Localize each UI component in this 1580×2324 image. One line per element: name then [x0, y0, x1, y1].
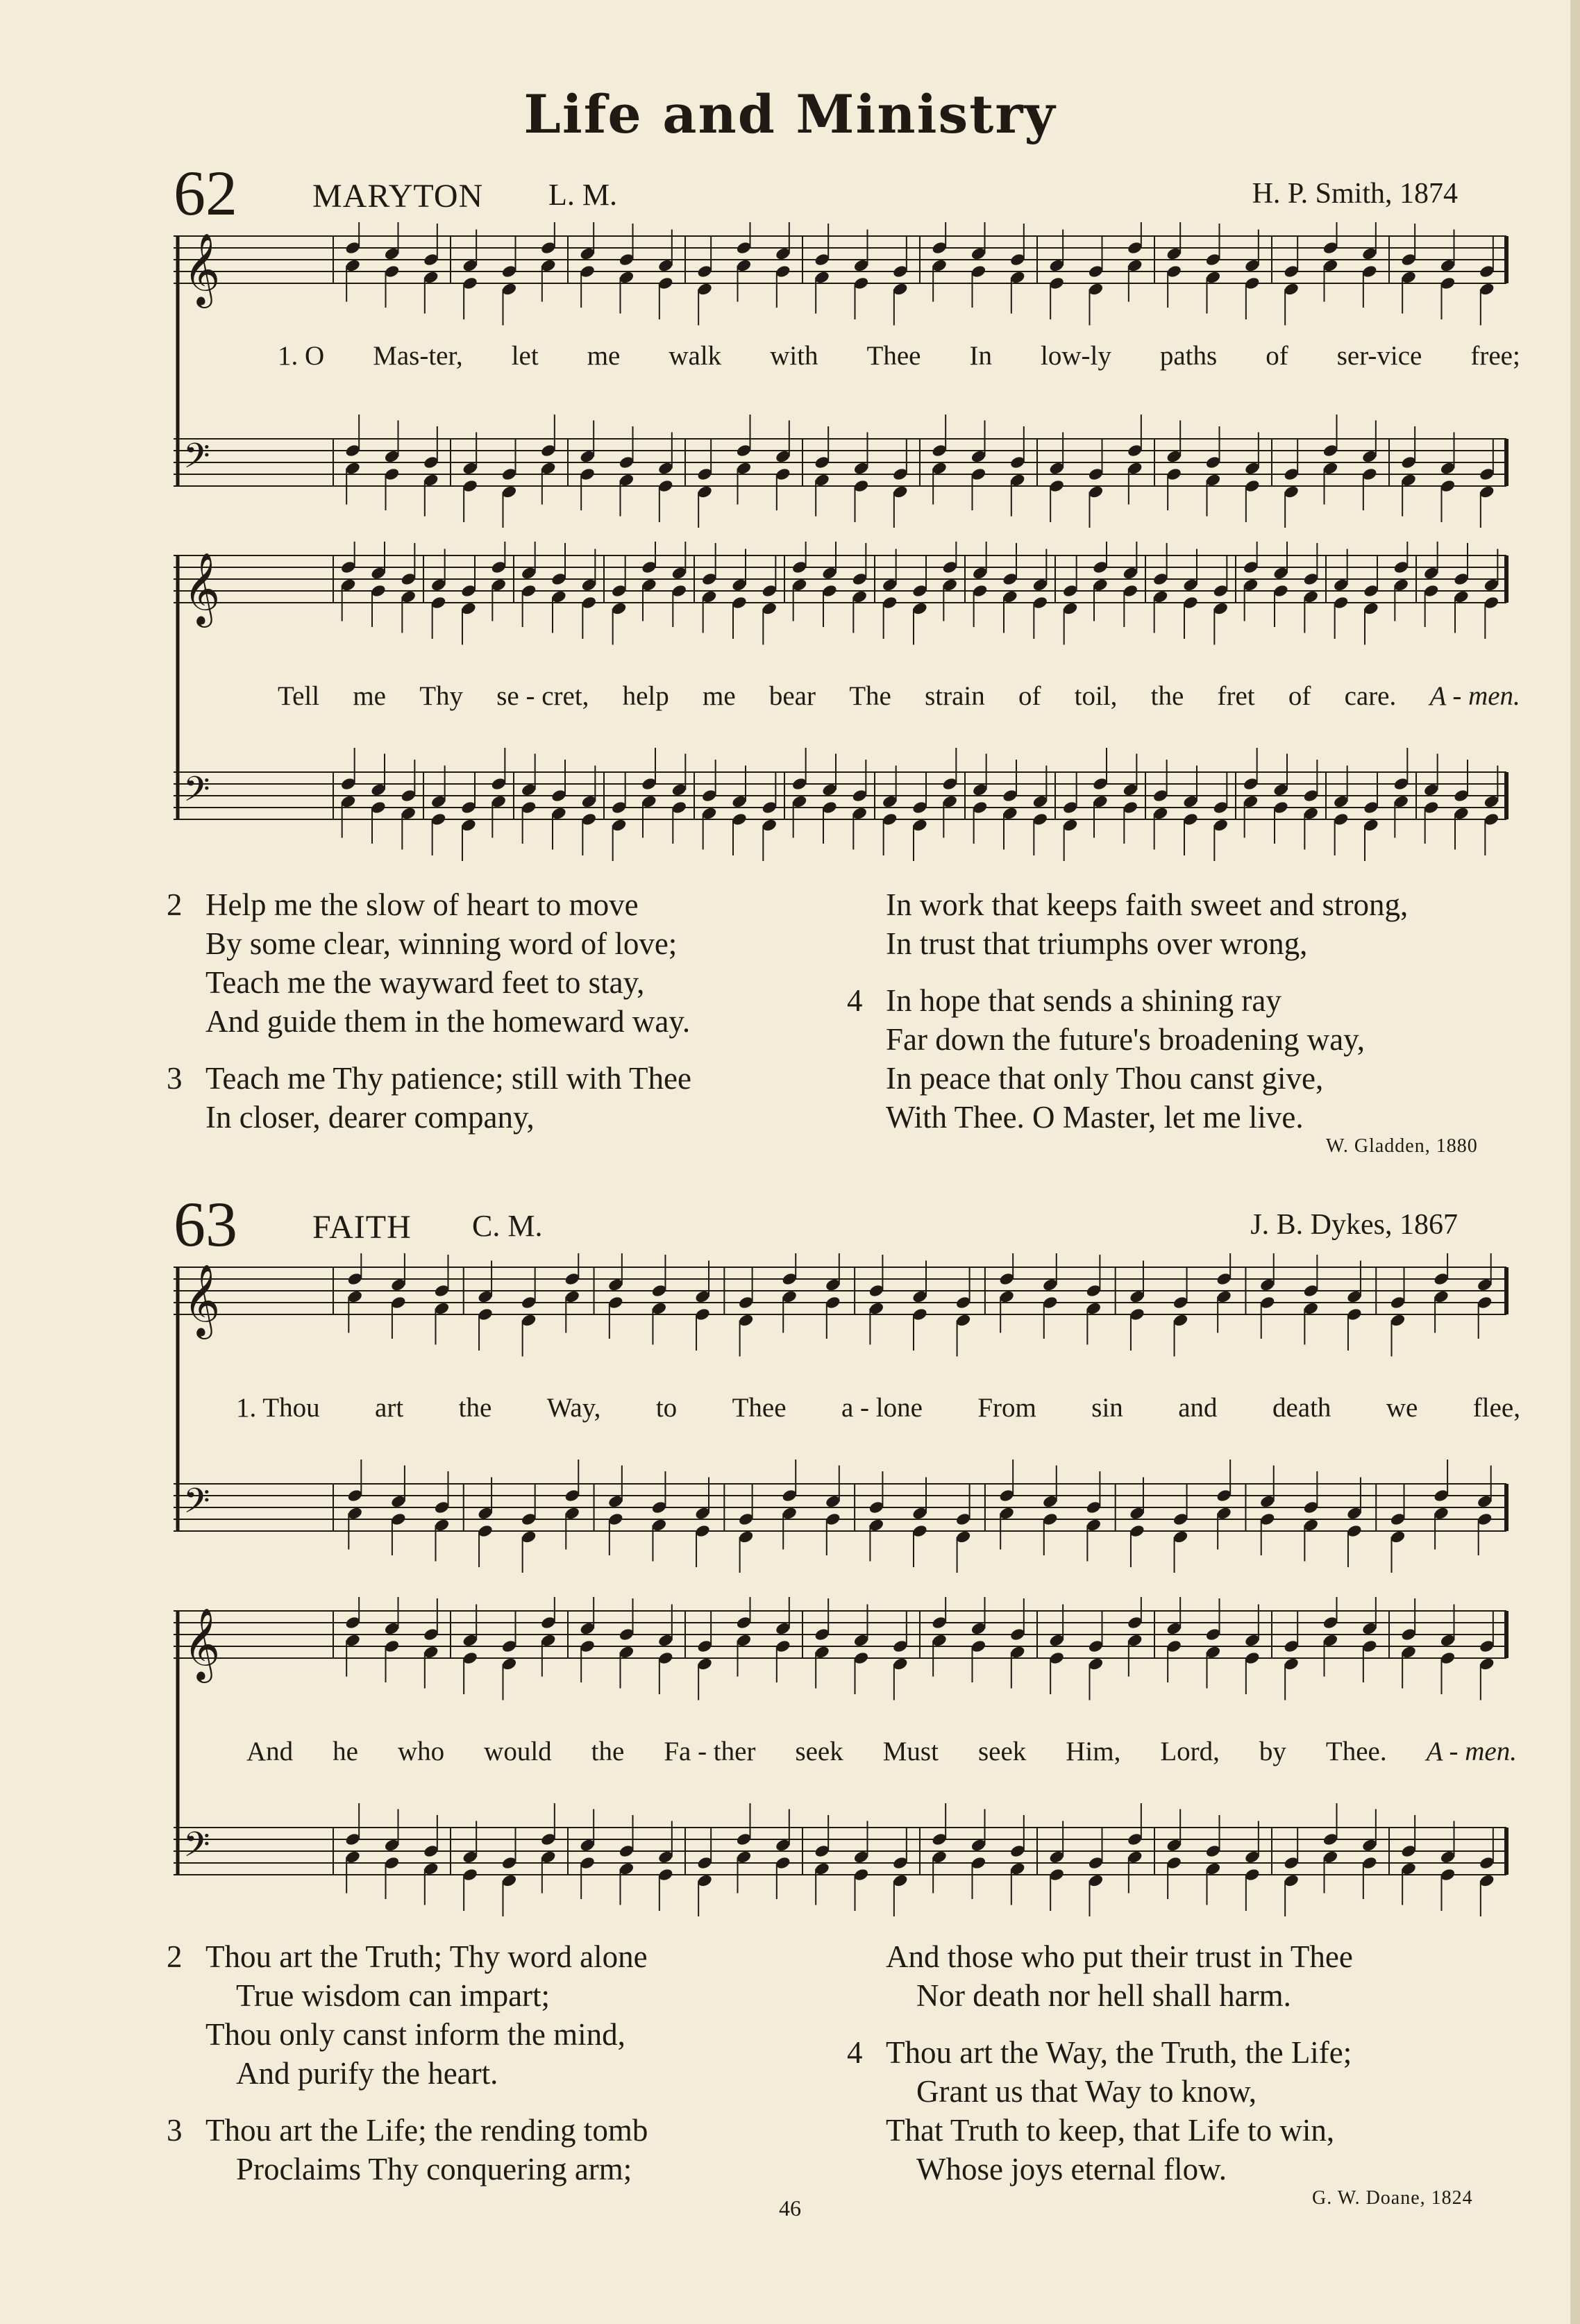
verse-column-right [847, 1937, 1353, 2207]
stanza: 4 In hope that sends a shining ray Far down the future's broadening way, In peace that only Thou canst give, With Thee. O Master, let me live. [847, 983, 1365, 1135]
lyric-line: 1. Thou art the Way, to Thee a - lone From sin and death we flee, [236, 1393, 1520, 1423]
hymn-62-verses [167, 885, 1527, 1135]
verse-column-left [167, 1937, 648, 2207]
stanza: And those who put their trust in Thee Nor death nor hell shall harm. [886, 1939, 1353, 2013]
composer: J. B. Dykes, 1867 [1250, 1209, 1458, 1241]
hymn-62-header [174, 156, 1458, 233]
hymn-63-verses [167, 1937, 1527, 2187]
hymn-62-system-1 [174, 222, 1520, 528]
stanza: 3 Thou art the Life; the rending tomb Proclaims Thy conquering arm; [167, 2113, 648, 2187]
svg-text:𝄞: 𝄞 [183, 233, 221, 306]
hymn-number: 63 [174, 1189, 237, 1260]
meter: C. M. [472, 1209, 543, 1243]
svg-text:𝄞: 𝄞 [183, 1264, 221, 1337]
hymn-63-system-1 [174, 1253, 1520, 1573]
stanza: 4 Thou art the Way, the Truth, the Life; Grant us that Way to know, That Truth to keep, that Life to win, Whose joys eternal flow. [847, 2035, 1352, 2187]
page-edge [1570, 0, 1580, 2324]
lyric-line: Tell me Thy se - cret, help me bear The strain of toil, the fret of care. A - men. [278, 681, 1520, 711]
stanza: In work that keeps faith sweet and strong, In trust that triumphs over wrong, [886, 887, 1409, 961]
svg-text:𝄢: 𝄢 [183, 436, 210, 485]
svg-text:𝄢: 𝄢 [183, 1481, 210, 1530]
svg-text:𝄞: 𝄞 [183, 552, 221, 625]
stanza: 3 Teach me Thy patience; still with Thee In closer, dearer company, [167, 1061, 691, 1135]
page-number: 46 [779, 2196, 801, 2221]
stanza: 2 Help me the slow of heart to move By some clear, winning word of love; Teach me the wayward feet to stay, And guide them in the homeward way. [167, 887, 691, 1039]
hymn-62-system-2 [174, 542, 1520, 861]
section-title: Life and Ministry [523, 83, 1057, 145]
verse-column-right [847, 885, 1408, 1155]
lyric-line: And he who would the Fa - ther seek Must seek Him, Lord, by Thee. A - men. [246, 1737, 1517, 1766]
stanza: 2 Thou art the Truth; Thy word alone True wisdom can impart; Thou only canst inform the mind, And purify the heart. [167, 1939, 648, 2091]
tune-name: FAITH [312, 1209, 412, 1246]
svg-text:𝄢: 𝄢 [183, 769, 210, 818]
svg-text:𝄢: 𝄢 [183, 1825, 210, 1873]
music-staff [174, 222, 1520, 528]
author-credit: G. W. Doane, 1824 [1312, 2187, 1473, 2209]
author-credit: W. Gladden, 1880 [1326, 1135, 1478, 1157]
hymn-number: 62 [174, 158, 237, 228]
lyric-line: 1. O Mas-ter, let me walk with Thee In low-ly paths of ser-vice free; [278, 341, 1520, 371]
tune-name: MARYTON [312, 178, 484, 215]
composer: H. P. Smith, 1874 [1252, 178, 1458, 210]
hymn-63-header [174, 1187, 1458, 1264]
meter: L. M. [548, 178, 617, 212]
hymn-63-system-2 [174, 1597, 1520, 1916]
svg-text:𝄞: 𝄞 [183, 1607, 221, 1680]
verse-column-left [167, 885, 691, 1155]
